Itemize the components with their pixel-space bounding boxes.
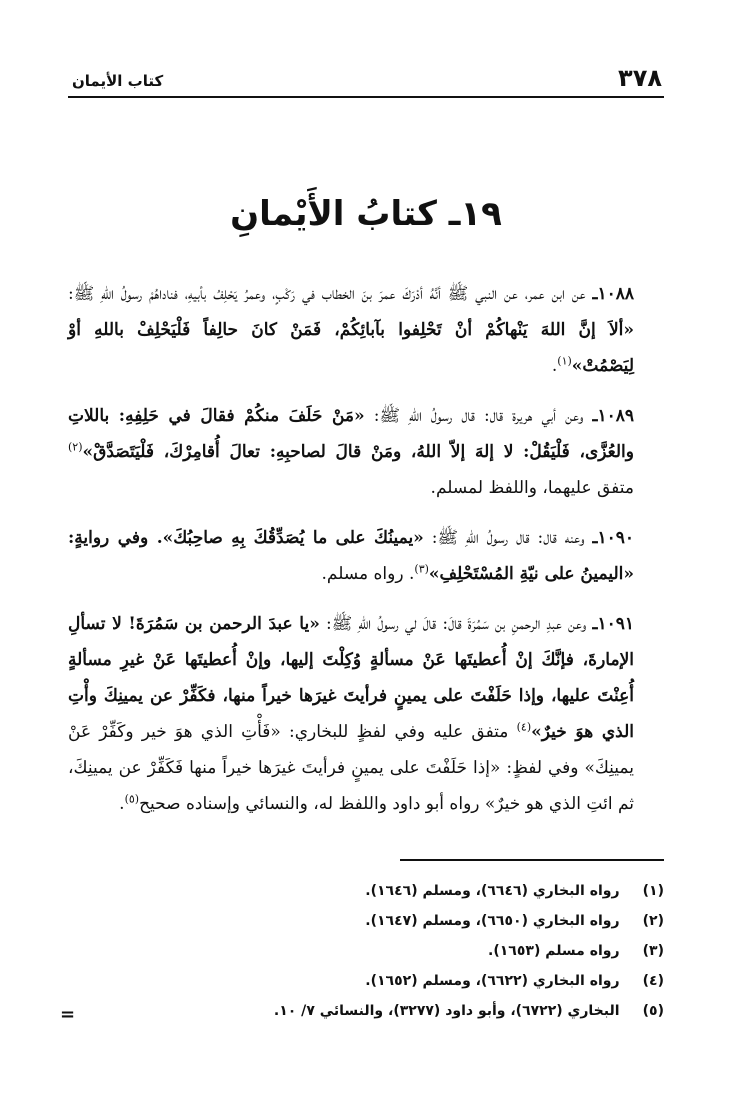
footnote-number: (١) (642, 883, 664, 899)
hadith-tail: متفق عليه وفي لفظٍ للبخاري: «فَأْتِ الذي هوَ خير وكَفِّرْ عَنْ يمينِكَ» وفي لفظٍ: «إذا حَلَفْتَ على يمينٍ فرأيتَ غيرَها خيراً منها فَكَفِّرْ عن يمينِكَ، ثم ائتِ الذي هو خيرٌ» رواه أبو داود واللفظ له، والنسائي وإسناده صحيح (68, 722, 634, 814)
footnote-3 (100, 936, 664, 966)
hadith-quote: «مَنْ حَلَفَ منكُمْ فقالَ في حَلِفِهِ: باللاتِ والعُزَّى، فَلْيَقُلْ: لا إلهَ إلاّ اللهُ، ومَنْ قالَ لصاحبِهِ: تعالَ أُقامِرْكَ، فَلْيَتَصَدَّقْ» (68, 406, 634, 462)
hadith-tail: . (551, 356, 558, 376)
footnote-number: (٣) (642, 943, 664, 959)
hadith-number: ١٠٩٠ـ (592, 528, 634, 548)
hadith-intro: وعنه قال: قال رسولُ اللهِ ﷺ: (431, 528, 585, 548)
hadith-quote: «ألاَ إنَّ اللهَ يَنْهاكُمْ أنْ تَحْلِفوا بآبائِكُمْ، فَمَنْ كانَ حالِفاً فَلْيَحْلِفْ باللهِ أوْ لِيَصْمُتْ» (68, 320, 634, 376)
footnote-1 (100, 876, 664, 906)
hadith-1089 (68, 398, 664, 506)
footnote-text: رواه البخاري (٦٦٥٠)، ومسلم (١٦٤٧). (365, 913, 620, 929)
chapter-title: ١٩ـ كتابُ الأَيْمانِ (230, 194, 502, 234)
footnote-text: رواه مسلم (١٦٥٣). (488, 943, 620, 959)
hadith-quote: «يا عبدَ الرحمن بن سَمُرَةَ! لا تسألِ الإمارةَ، فإنَّكَ إنْ أُعطيتَها عَنْ مسألةٍ وُكِلْتَ إليها، وإنْ أُعطيتَها عَنْ غيرِ مسألةٍ أُعِنْتَ عليها، وإذا حَلَفْتَ على يمينٍ فرأيتَ غيرَها خيراً منها، فكَفِّرْ عن يمينِكَ وأْتِ الذي هوَ خيرٌ» (68, 614, 634, 742)
footnote-text: رواه البخاري (٦٦٢٢)، ومسلم (١٦٥٢). (365, 973, 620, 989)
footnotes (100, 876, 664, 1026)
hadith-1090 (68, 520, 664, 592)
footnote-ref: (٣) (414, 562, 429, 576)
hadith-tail: متفق عليهما، واللفظ لمسلم. (430, 478, 634, 498)
hadith-number: ١٠٩١ـ (592, 614, 634, 634)
hadith-tail-end: . (119, 794, 125, 814)
footnote-ref: (٤) (516, 720, 532, 734)
hadith-intro: وعن عبدِ الرحمنِ بن سَمُرَةَ قالَ: قالَ لي رسولُ اللهِ ﷺ: (325, 614, 587, 634)
footnote-text: رواه البخاري (٦٦٤٦)، ومسلم (١٦٤٦). (365, 883, 620, 899)
footnote-4 (100, 966, 664, 996)
footnote-ref: (٢) (68, 440, 83, 454)
hadith-1088 (68, 276, 664, 384)
hadith-intro: عن ابن عمر، عن النبي ﷺ أنَّهُ أدْرَكَ عمرَ بنَ الخطاب في رَكْبٍ، وعمرُ يَحْلِفُ بأبيهِ، فناداهُمْ رسولُ اللهِ ﷺ: (68, 284, 586, 304)
hadith-1091 (68, 606, 664, 822)
footnote-number: (٢) (642, 913, 664, 929)
hadith-number: ١٠٨٨ـ (592, 284, 634, 304)
hadith-intro: وعن أبي هريرة قال: قال رسولُ اللهِ ﷺ: (373, 406, 584, 426)
page-number: ٣٧٨ (618, 64, 662, 92)
continuation-mark: = (60, 1004, 76, 1025)
hadith-number: ١٠٨٩ـ (592, 406, 635, 426)
footnote-ref: (١) (557, 354, 572, 368)
footnote-5 (100, 996, 664, 1026)
footnote-2 (100, 906, 664, 936)
footnote-ref: (٥) (124, 792, 140, 806)
footnote-divider (400, 859, 664, 861)
footnote-text: البخاري (٦٧٢٢)، وأبو داود (٣٢٧٧)، والنسائي ٧/ ١٠. (273, 1003, 620, 1019)
hadith-quote: «يمينُكَ على ما يُصَدِّقُكَ بِهِ صاحِبُكَ». وفي روايةٍ: «اليمينُ على نيّةِ المُسْتَحْلِفِ» (68, 528, 634, 584)
running-head (68, 60, 664, 98)
footnote-number: (٤) (642, 973, 664, 989)
footnote-number: (٥) (642, 1003, 664, 1019)
hadith-body (68, 276, 664, 836)
hadith-tail: . رواه مسلم. (321, 564, 415, 584)
running-head-title: كتاب الأيمان (72, 72, 164, 90)
